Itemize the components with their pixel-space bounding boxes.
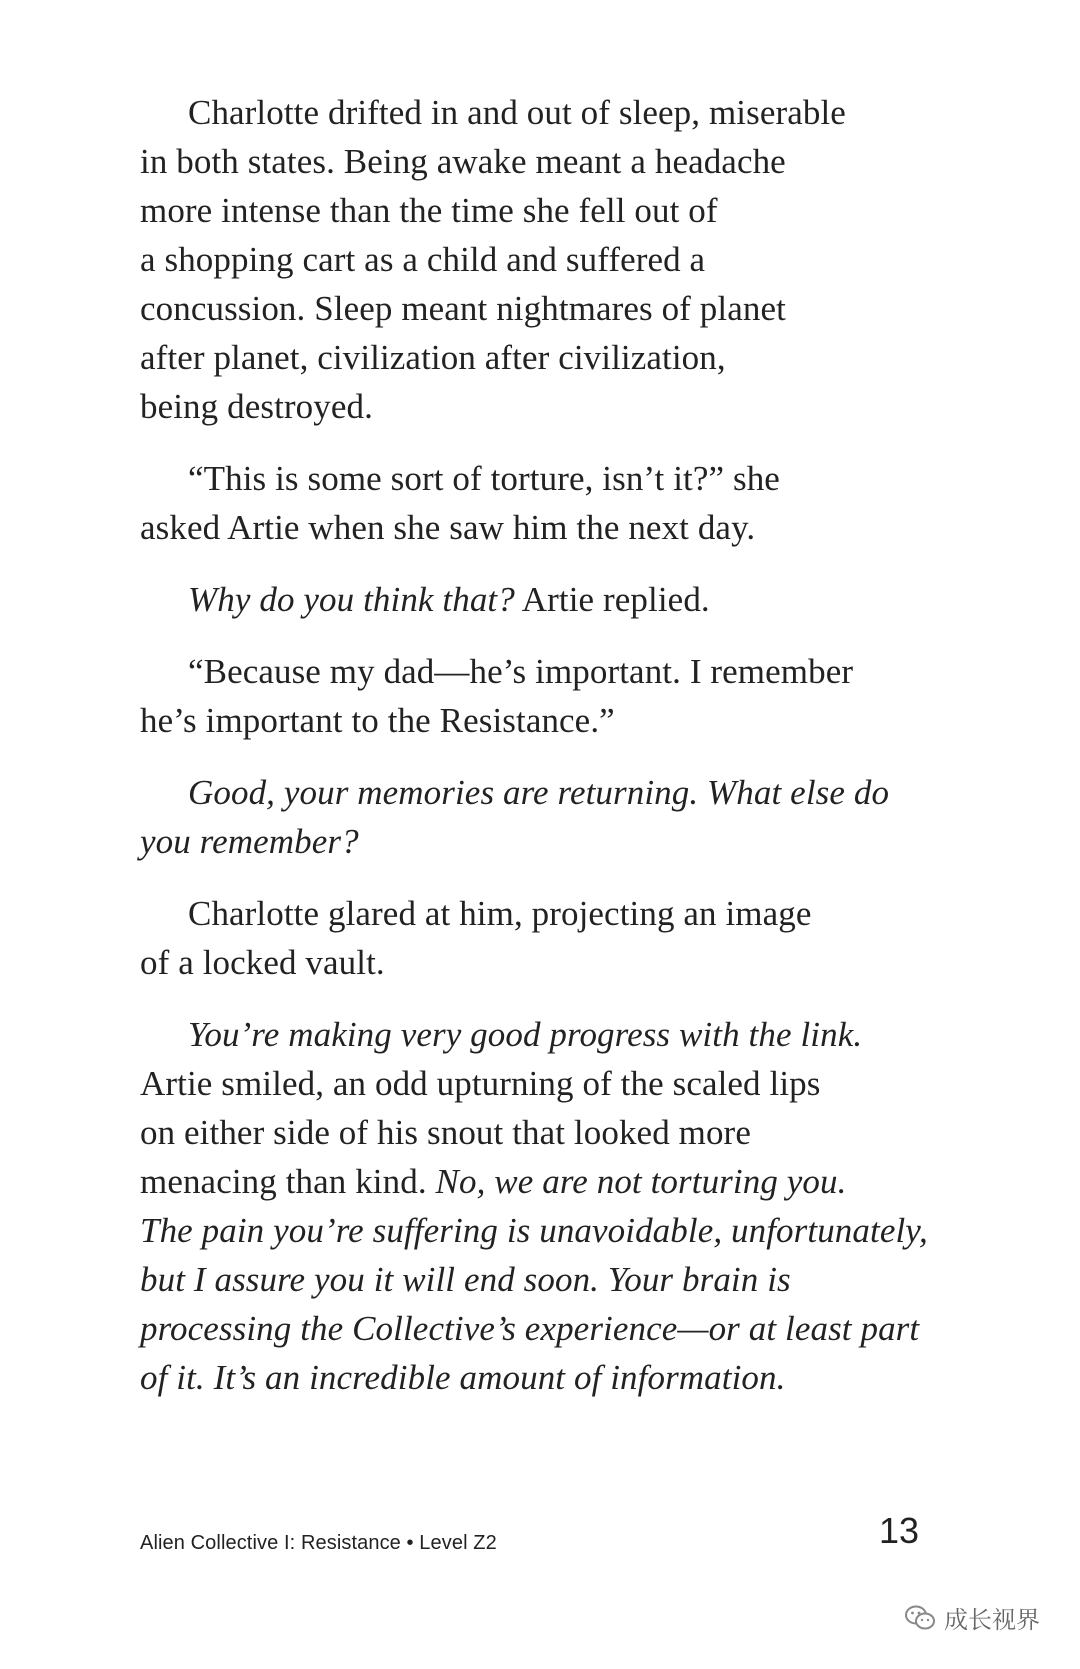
text-line <box>140 186 940 235</box>
footer-book-title: Alien Collective I: Resistance • Level Z2 <box>140 1532 497 1554</box>
text-run: Artie replied. <box>514 580 710 619</box>
paragraph <box>140 88 940 431</box>
paragraph <box>140 575 940 624</box>
paragraph <box>140 1010 940 1402</box>
text-run: Charlotte drifted in and out of sleep, miserable <box>188 93 846 132</box>
text-run: on either side of his snout that looked more <box>140 1113 751 1152</box>
text-run: concussion. Sleep meant nightmares of planet <box>140 289 786 328</box>
text-line <box>140 696 940 745</box>
text-run: “Because my dad—he’s important. I remember <box>188 652 854 691</box>
paragraph <box>140 454 940 552</box>
text-run: Charlotte glared at him, projecting an image <box>188 894 812 933</box>
text-line <box>140 235 940 284</box>
italic-text-run: processing the Collective’s experience—or at least part <box>140 1309 920 1348</box>
italic-text-run: Why do you think that? <box>188 580 515 619</box>
text-line <box>140 647 940 696</box>
text-run: asked Artie when she saw him the next day. <box>140 508 756 547</box>
text-line <box>140 1059 940 1108</box>
text-line <box>140 817 940 866</box>
text-line <box>140 284 940 333</box>
text-line <box>140 889 940 938</box>
text-run: he’s important to the Resistance.” <box>140 701 615 740</box>
wechat-icon <box>904 1604 936 1632</box>
text-line <box>140 575 940 624</box>
text-line <box>140 938 940 987</box>
watermark <box>904 1600 1040 1635</box>
body-text <box>140 88 940 1425</box>
text-line <box>140 333 940 382</box>
text-run: being destroyed. <box>140 387 373 426</box>
text-line <box>140 454 940 503</box>
text-run: menacing than kind. <box>140 1162 436 1201</box>
italic-text-run: No, we are not torturing you. <box>435 1162 847 1201</box>
paragraph <box>140 647 940 745</box>
text-run: a shopping cart as a child and suffered a <box>140 240 706 279</box>
text-run: Artie smiled, an odd upturning of the scaled lips <box>140 1064 821 1103</box>
text-line <box>140 382 940 431</box>
italic-text-run: The pain you’re suffering is unavoidable, unfortunately, <box>140 1211 928 1250</box>
watermark-text: 成长视界 <box>944 1606 1040 1634</box>
italic-text-run: but I assure you it will end soon. Your brain is <box>140 1260 791 1299</box>
text-line <box>140 1353 940 1402</box>
text-line <box>140 1304 940 1353</box>
italic-text-run: of it. It’s an incredible amount of information. <box>140 1358 786 1397</box>
text-line <box>140 1108 940 1157</box>
text-run: “This is some sort of torture, isn’t it?” she <box>188 459 780 498</box>
italic-text-run: you remember? <box>140 822 359 861</box>
paragraph <box>140 768 940 866</box>
italic-text-run: Good, your memories are returning. What else do <box>188 773 890 812</box>
text-run: after planet, civilization after civilization, <box>140 338 726 377</box>
text-line <box>140 137 940 186</box>
text-run: more intense than the time she fell out of <box>140 191 718 230</box>
text-line <box>140 503 940 552</box>
text-line <box>140 88 940 137</box>
page-number: 13 <box>878 1510 919 1551</box>
italic-text-run: You’re making very good progress with the link. <box>188 1015 863 1054</box>
paragraph <box>140 889 940 987</box>
text-line <box>140 1255 940 1304</box>
text-line <box>140 768 940 817</box>
text-run: of a locked vault. <box>140 943 385 982</box>
text-line <box>140 1010 940 1059</box>
text-run: in both states. Being awake meant a headache <box>140 142 786 181</box>
text-line <box>140 1206 940 1255</box>
text-line <box>140 1157 940 1206</box>
